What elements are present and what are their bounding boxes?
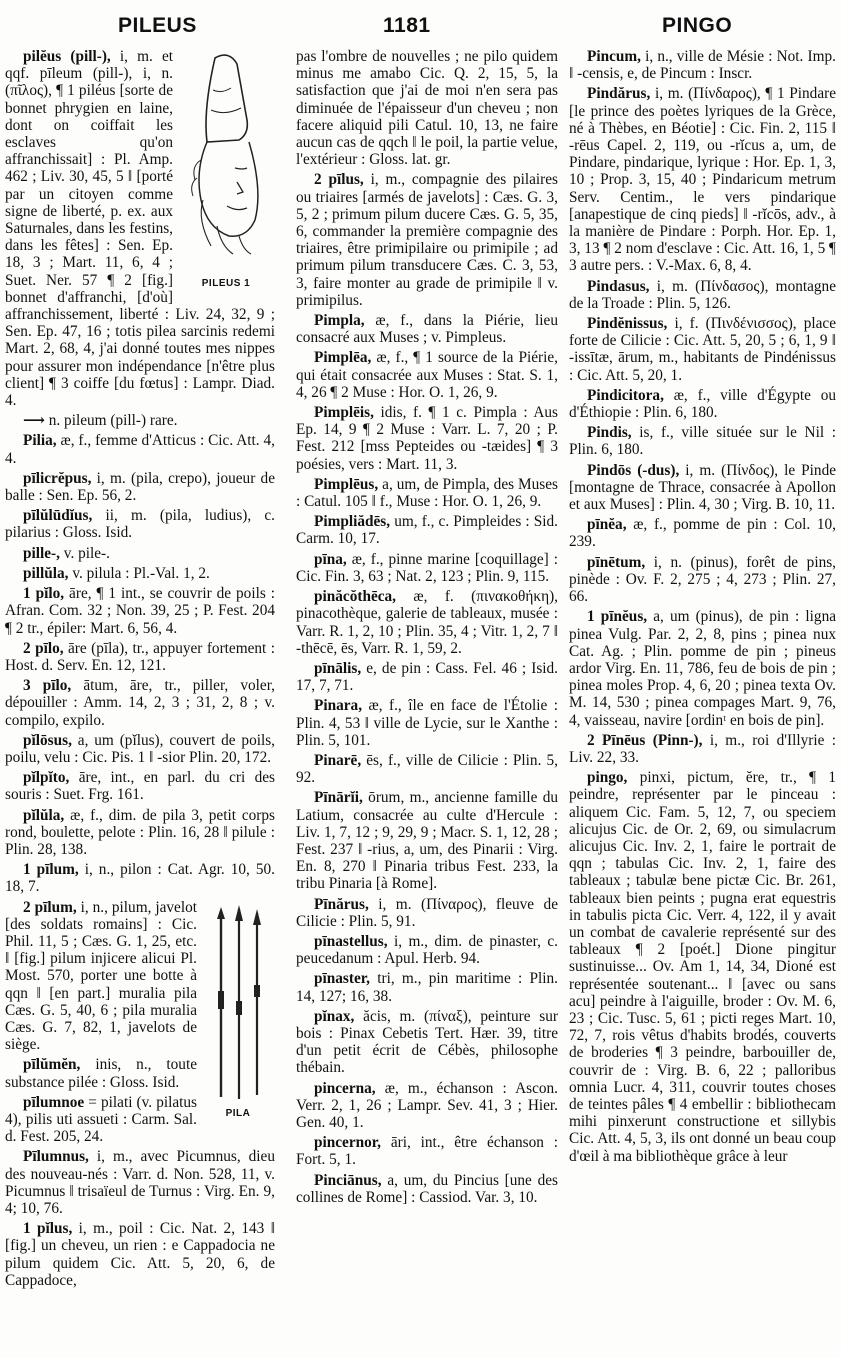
dictionary-entry bbox=[569, 608, 836, 728]
entry-headword: Pindis, bbox=[587, 424, 632, 442]
entry-definition: i, f. (Πινδένισσος), place forte de Cilicie : Cic. Att. 5, 20, 5 ; 6, 1, 9 ‖ -issītæ, ārum, m., habitants de Pindénissus : Cic. Att. 5, 20, 1. bbox=[569, 315, 836, 384]
entry-headword: 2 pīlus, bbox=[314, 171, 364, 189]
entry-definition: i, m., avec Picumnus, dieu des nouveau-nés : Varr. d. Non. 528, 11, v. Picumnus ‖ trisaïeul de Turnus : Virg. En. 9, 4; 10, 76. bbox=[5, 1148, 275, 1217]
entry-definition: i, m. (pila, crepo), joueur de balle : Sen. Ep. 56, 2. bbox=[5, 469, 275, 505]
entry-definition: i, m. et qqf. pīleum (pill-), i, n. (πῖλος), ¶ 1 piléus [sorte de bonnet phrygien en laine, dont on coiffait les esclaves qu'on affranchissait] : Pl. Amp. 462 ; Liv. 30, 45, 5 ‖ [porté par un citoyen comme signe de liberté, p. ex. aux Saturnales, dans les festins, dans les fêtes] : Sen. Ep. 18, 3 ; Mart. 11, 6, 4 ; Suet. Ner. 57 ¶ 2 [fig.] bonnet d'affranchi, [d'où] affranchissement, liberté : Liv. 24, 32, 9 ; Sen. Ep. 47, 16 ; totis pilea sarcinis redemi Mart. 2, 68, 4, j'ai donné toutes mes nippes pour assurer mon indépendance [n'être plus client] ¶ 3 coiffe [du fœtus] : Lampr. Diad. 4. bbox=[5, 48, 275, 410]
entry-headword: 1 pĭlo, bbox=[23, 585, 65, 603]
dictionary-entry bbox=[296, 789, 558, 892]
dictionary-entry bbox=[5, 1220, 275, 1289]
entry-definition: = pilati (v. pilatus 4), pilis uti assueti : Carm. Sal. d. Fest. 205, 24. bbox=[5, 1093, 197, 1146]
entry-definition: ii, m. (pila, ludius), c. pilarius : Gloss. Isid. bbox=[5, 507, 275, 542]
entry-headword: 2 pīlo, bbox=[23, 639, 64, 657]
dictionary-entry bbox=[5, 677, 275, 729]
entry-definition: æ, f., pomme de pin : Col. 10, 239. bbox=[569, 516, 836, 551]
entry-headword: pinăcŏthēca, bbox=[314, 588, 397, 606]
header-left-guide-word: PILEUS bbox=[118, 14, 197, 37]
dictionary-entry bbox=[569, 462, 836, 514]
entry-headword: Pīlumnus, bbox=[23, 1148, 89, 1166]
entry-definition: āre, int., en parl. du cri des souris : Suet. Frg. 161. bbox=[5, 769, 275, 804]
entry-headword: Pindărus, bbox=[587, 85, 651, 103]
entry-headword: pīlicrĕpus, bbox=[23, 469, 92, 487]
entry-definition: i, m., poil : Cic. Nat. 2, 143 ‖ [fig.] un cheveu, un rien : e Cappadocia ne pilum quidem Cic. Att. 5, 20, 6, de Cappadoce, bbox=[5, 1220, 275, 1289]
entry-headword: Pimpliădēs, bbox=[314, 513, 391, 531]
entry-headword: 1 pĭlus, bbox=[23, 1220, 73, 1238]
entry-headword: Pimplēis, bbox=[314, 404, 374, 422]
entry-headword: Pindasus, bbox=[587, 277, 650, 295]
entry-definition: tri, m., pin maritime : Plin. 14, 127; 16, 38. bbox=[296, 970, 558, 1005]
entry-definition: a, um (pĭlus), couvert de poils, poilu, velu : Cic. Pis. 1 ‖ -sior Plin. 20, 172. bbox=[5, 731, 275, 766]
entry-definition: idis, f. ¶ 1 c. Pimpla : Aus Ep. 14, 9 ¶ 2 Muse : Varr. L. 7, 20 ; P. Fest. 212 [mss Pepteides ou -tæides] ¶ 3 poésies, vers : Mart. 11, 3. bbox=[296, 404, 558, 473]
dictionary-entry bbox=[5, 432, 275, 466]
entry-headword: pīlumnoe bbox=[23, 1093, 85, 1111]
entry-headword: pincerna, bbox=[314, 1079, 376, 1097]
entry-headword: pillŭla, bbox=[23, 564, 69, 582]
dictionary-entry bbox=[296, 171, 558, 309]
dictionary-entry bbox=[569, 554, 836, 606]
entry-definition: a, um (pinus), de pin : ligna pinea Vulg. Par. 2, 2, 8, pins ; pinea nux Cat. Ag. ; Plin. pomme de pin ; pineus ardor Virg. En. 11, 786, feu de bois de pin ; pinea moles Prop. 4, 6, 20 ; pinea texta Ov. M. 14, 530 ; pinea compages Mart. 9, 76, 4, vaisseau, navire [ordinᵗ en bois de pin]. bbox=[569, 608, 836, 729]
dictionary-entry bbox=[296, 1008, 558, 1077]
entry-headword: 1 pīlum, bbox=[23, 861, 79, 879]
entry-list-middle bbox=[296, 48, 558, 1206]
dictionary-entry bbox=[296, 1134, 558, 1168]
entry-definition: æ, f., pinne marine [coquillage] : Cic. Fin. 3, 63 ; Nat. 2, 123 ; Plin. 9, 115. bbox=[296, 550, 558, 585]
entry-definition: æ, f., dim. de pila 3, petit corps rond, boulette, pelote : Plin. 16, 28 ‖ pilule : Plin. 28, 138. bbox=[5, 806, 275, 858]
entry-headword: 2 Pīnēus (Pinn-), bbox=[587, 731, 703, 749]
entry-definition: æ, f., dans la Piérie, lieu consacré aux Muses ; v. Pimpleus. bbox=[296, 312, 558, 347]
dictionary-entry bbox=[296, 970, 558, 1004]
entry-headword: pĭnax, bbox=[314, 1007, 355, 1025]
dictionary-entry bbox=[296, 312, 558, 346]
dictionary-entry bbox=[296, 933, 558, 967]
entry-definition: āre (pīla), tr., appuyer fortement : Host. d. Serv. En. 12, 121. bbox=[5, 639, 275, 674]
column-middle bbox=[296, 48, 558, 1353]
entry-definition: æ, f., île en face de l'Étolie : Plin. 4, 53 ‖ ville de Lycie, sur le Xanthe : Plin. 5, 101. bbox=[296, 697, 558, 749]
dictionary-entry bbox=[5, 507, 275, 541]
pila-illustration bbox=[201, 905, 275, 1122]
entry-definition: a, um, du Pincius [une des collines de Rome] : Cassiod. Var. 3, 10. bbox=[296, 1171, 558, 1206]
entry-definition: i, n., pilum, javelot [des soldats romains] : Cic. Phil. 11, 5 ; Cæs. G. 1, 25, etc. ‖ [fig.] pilum injicere alicui Pl. Most. 570, porter une botte à qqn ‖ [en part.] muralia pila Cæs. G. 5, 40, 6 ; pila muralia Cæs. G. 7, 82, 1, javelots de siège. bbox=[5, 898, 197, 1054]
entry-headword: pīnaster, bbox=[314, 970, 370, 988]
entry-headword: Pindĕnissus, bbox=[587, 315, 668, 333]
dictionary-entry bbox=[5, 545, 275, 562]
entry-definition: æ, m., échanson : Ascon. Verr. 2, 1, 26 ; Lampr. Sev. 41, 3 ; Hier. Gen. 40, 1. bbox=[296, 1079, 558, 1131]
dictionary-entry bbox=[5, 412, 275, 429]
entry-definition: i, m. (Πίνδασος), montagne de la Troade : Plin. 5, 126. bbox=[569, 277, 836, 312]
entry-headword: Pindicitora, bbox=[587, 386, 664, 404]
page-number: 1181 bbox=[383, 14, 431, 37]
entry-definition: ōrum, m., ancienne famille du Latium, consacrée au culte d'Hercule : Liv. 1, 7, 12 ; 9, 29, 9 ; Macr. S. 1, 12, 28 ; Fest. 237 ‖ -rius, a, um, des Pinarii : Virg. En. 8, 270 ‖ Pinaria tribus Fest. 233, la tribu Pinaria [à Rome]. bbox=[296, 789, 558, 893]
pileus-figure-caption: PILEUS 1 bbox=[201, 278, 251, 289]
entry-definition: āre, ¶ 1 int., se couvrir de poils : Afran. Com. 32 ; Non. 39, 25 ; P. Fest. 204 ¶ 2 tr., épiler: Mart. 6, 56, 4. bbox=[5, 585, 275, 637]
entry-headword: pĭlpĭto, bbox=[23, 769, 70, 787]
dictionary-entry bbox=[569, 315, 836, 384]
dictionary-entry bbox=[5, 585, 275, 637]
entry-definition: n. pileum (pill-) rare. bbox=[44, 412, 178, 430]
dictionary-entry bbox=[296, 349, 558, 401]
entry-definition: ātum, āre, tr., piller, voler, dépouiller : Amm. 14, 2, 3 ; 31, 2, 8 ; v. compilo, expilo. bbox=[5, 677, 275, 729]
entry-definition: pas l'ombre de nouvelles ; ne pilo quidem minus me amabo Cic. Q. 2, 15, 5, la satisfaction que j'ai de moi n'en sera pas diminuée de l'épaisseur d'un cheveu ; non facere aliquid pili Catul. 10, 13, ne faire aucun cas de qqch ‖ le poil, la partie velue, l'extérieur : Gloss. lat. gr. bbox=[296, 48, 558, 169]
entry-headword: Pīnărus, bbox=[314, 895, 369, 913]
entry-headword: Pinarē, bbox=[314, 751, 362, 769]
dictionary-entry bbox=[5, 470, 275, 504]
entry-headword: pīlŭmĕn, bbox=[23, 1056, 81, 1074]
entry-headword: Pilia, bbox=[23, 432, 57, 450]
entry-definition: um, f., c. Pimpleides : Sid. Carm. 10, 17. bbox=[296, 513, 558, 548]
entry-definition: i, m. (Πίνδος), le Pinde [montagne de Thrace, consacrée à Apollon et aux Muses] : Plin. 4, 30 ; Virg. B. 10, 11. bbox=[569, 461, 836, 514]
dictionary-entry bbox=[296, 697, 558, 749]
dictionary-entry bbox=[569, 516, 836, 550]
pila-figure-caption: PILA bbox=[225, 1107, 251, 1119]
entry-definition: v. pile-. bbox=[59, 544, 110, 562]
entry-definition: i, m., dim. de pinaster, c. peucedanum : Apul. Herb. 94. bbox=[296, 932, 558, 968]
entry-headword: pīnĕa, bbox=[587, 516, 627, 534]
dictionary-entry bbox=[5, 807, 275, 859]
entry-headword: pīnālis, bbox=[314, 659, 362, 677]
page-header bbox=[0, 14, 841, 42]
entry-headword: Pimplēa, bbox=[314, 349, 372, 367]
entry-list-right bbox=[569, 48, 836, 1165]
entry-definition: æ, f., ¶ 1 source de la Piérie, qui était consacrée aux Muses : Stat. S. 1, 4, 26 ¶ 2 Muse : Hor. O. 1, 26, 9. bbox=[296, 349, 558, 401]
dictionary-entry bbox=[5, 1148, 275, 1217]
entry-definition: is, f., ville située sur le Nil : Plin. 6, 180. bbox=[569, 424, 836, 459]
dictionary-entry bbox=[5, 565, 275, 582]
entry-definition: ēs, f., ville de Cilicie : Plin. 5, 92. bbox=[296, 751, 558, 787]
entry-headword: pīnastellus, bbox=[314, 932, 388, 950]
entry-definition: pinxi, pictum, ĕre, tr., ¶ 1 peindre, représenter par le pinceau : aliquem Cic. Fam. 5, 12, 7, ou speciem alicujus Cic. de Or. 2, 69, ou simulacrum alicujus Cic. Inv. 2, 1, faire le portrait de qqn ; tabulas Cic. Inv. 2, 1, faire des tableaux ; tabulæ bene pictæ Cic. Br. 261, tableaux bien peints ; pugna erat equestris in tabulis picta Cic. Verr. 4, 122, il y avait un combat de cavalerie représenté sur des tableaux ¶ 2 [poét.] Dione pingitur sustinuisse... Ov. Am 1, 14, 34, Dioné est représentée soutenant... ‖ [avec ou sans acu] peindre à l'aiguille, broder : Ov. M. 6, 23 ; Cic. Tusc. 5, 61 ; picti reges Mart. 10, 72, 7, rois vêtus d'habits brodés, couverts de broderies ¶ 3 peindre, barbouiller de, couvrir de : Virg. B. 6, 22 ; palloribus omnia Lucr. 4, 311, couvrir toutes choses de teintes pâles ¶ 4 embellir : bibliothecam mihi pinxerunt constructione et sillybis Cic. Att. 4, 5, 3, ils ont donné un beau coup d'œil à ma bibliothèque grâce à leur bbox=[569, 769, 836, 1165]
dictionary-entry bbox=[5, 732, 275, 766]
pileus-illustration bbox=[177, 50, 275, 292]
dictionary-entry bbox=[296, 513, 558, 547]
dictionary-entry bbox=[5, 640, 275, 674]
column-right bbox=[569, 48, 836, 1353]
dictionary-entry bbox=[296, 896, 558, 930]
entry-definition: i, n., ville de Mésie : Not. Imp. ‖ -censis, e, de Pincum : Inscr. bbox=[569, 48, 836, 83]
entry-headword: pincernor, bbox=[314, 1134, 381, 1152]
entry-headword: pĭlŭla, bbox=[23, 806, 65, 824]
dictionary-entry bbox=[296, 588, 558, 657]
entry-headword: Pimplēus, bbox=[314, 475, 379, 493]
dictionary-entry bbox=[296, 48, 558, 168]
dictionary-entry bbox=[569, 85, 836, 274]
dictionary-entry bbox=[296, 1172, 558, 1206]
dictionary-entry bbox=[569, 769, 836, 1165]
entry-headword: Pindōs (-dus), bbox=[587, 461, 680, 479]
entry-definition: i, n. (pinus), forêt de pins, pinède : Ov. F. 2, 275 ; 4, 273 ; Plin. 27, 66. bbox=[569, 553, 836, 606]
entry-definition: i, m. (Πίναρος), fleuve de Cilicie : Plin. 5, 91. bbox=[296, 895, 558, 930]
dictionary-entry bbox=[296, 1080, 558, 1132]
entry-headword: pingo, bbox=[587, 769, 628, 787]
entry-definition: æ, f., ville d'Égypte ou d'Éthiopie : Plin. 6, 180. bbox=[569, 386, 836, 422]
column-left bbox=[5, 48, 275, 1353]
pileus-head-drawing bbox=[177, 50, 275, 275]
entry-definition: inis, n., toute substance pilée : Gloss. Isid. bbox=[5, 1056, 197, 1091]
pila-javelins-drawing bbox=[201, 905, 275, 1105]
entry-definition: e, de pin : Cass. Fel. 46 ; Isid. 17, 7, 71. bbox=[296, 659, 558, 695]
dictionary-entry bbox=[569, 278, 836, 312]
entry-definition: i, m., compagnie des pilaires ou triaires [armés de javelots] : Cæs. G. 3, 5, 2 ; primum pilum ducere Cæs. G. 5, 35, 6, commander la première compagnie des triaires, être primipilaire ou primipile ; ad primum pilum transducere Cæs. C. 3, 53, 3, faire monter au grade de primipile ‖ v. primipilus. bbox=[296, 171, 558, 309]
dictionary-entry bbox=[5, 769, 275, 803]
entry-headword: 3 pīlo, bbox=[23, 677, 72, 695]
entry-definition: a, um, de Pimpla, des Muses : Catul. 105 ‖ f., Muse : Hor. O. 1, 26, 9. bbox=[296, 475, 558, 511]
entry-definition: i, n., pilon : Cat. Agr. 10, 50. 18, 7. bbox=[5, 861, 275, 896]
dictionary-entry bbox=[296, 476, 558, 510]
dictionary-entry bbox=[296, 752, 558, 786]
entry-headword: pilĕus (pill-), bbox=[23, 48, 111, 65]
entry-headword: Pīnārĭi, bbox=[314, 789, 363, 807]
entry-definition: i, m. (Πίνδαρος), ¶ 1 Pindare [le prince des poètes lyriques de la Grèce, né à Thèbes, en Béotie] : Cic. Fin. 2, 115 ‖ -rēus Capel. 2, 119, ou -rĭcus a, um, de Pindare, pindarique, lyrique : Hor. Ep. 1, 3, 10 ; Prop. 3, 15, 40 ; Pindaricum metrum Serv. Centim., le vers pindarique [anapestique de cinq pieds] ‖ -rĭcōs, adv., à la manière de Pindare : Porph. Hor. Ep. 1, 3, 13 ¶ 2 nom d'esclave : Cic. Att. 16, 1, 5 ¶ 3 autre pers. : V.-Max. 6, 8, 4. bbox=[569, 85, 836, 275]
entry-headword: 2 pīlum, bbox=[23, 898, 77, 916]
dictionary-entry bbox=[5, 861, 275, 895]
entry-definition: v. pilula : Pl.-Val. 1, 2. bbox=[68, 564, 210, 582]
dictionary-entry bbox=[569, 48, 836, 82]
dictionary-entry bbox=[296, 404, 558, 473]
dictionary-entry bbox=[569, 732, 836, 766]
dictionary-entry bbox=[569, 424, 836, 458]
dictionary-entry bbox=[569, 387, 836, 421]
entry-headword: Pincum, bbox=[587, 48, 641, 65]
entry-headword: pīlŭlūdĭus, bbox=[23, 507, 93, 525]
entry-headword: pīna, bbox=[314, 550, 347, 568]
entry-definition: āri, int., être échanson : Fort. 5, 1. bbox=[296, 1134, 558, 1169]
entry-headword: pīnētum, bbox=[587, 553, 646, 571]
entry-definition: æ, f. (πινακοθήκη), pinacothèque, galerie de tableaux, musée : Varr. R. 1, 2, 10 ; Plin. 35, 4 ; Vitr. 1, 2, 7 ‖ -thēcē, ēs, Varr. R. 1, 59, 2. bbox=[296, 588, 558, 657]
entry-definition: ăcis, m. (πίναξ), peinture sur bois : Pinax Cebetis Tert. Hær. 39, titre d'un petit écrit de Cébès, philosophe thébain. bbox=[296, 1007, 558, 1077]
entry-headword: Pinara, bbox=[314, 697, 363, 715]
entry-definition: i, m., roi d'Illyrie : Liv. 22, 33. bbox=[569, 731, 836, 766]
dictionary-entry bbox=[296, 551, 558, 585]
entry-headword: Pimpla, bbox=[314, 312, 365, 330]
entry-headword: 1 pīnĕus, bbox=[587, 608, 648, 626]
entry-headword: Pinciānus, bbox=[314, 1171, 382, 1189]
header-right-guide-word: PINGO bbox=[662, 14, 733, 37]
entry-headword: pille-, bbox=[23, 544, 60, 562]
entry-headword: ⟶ bbox=[23, 412, 45, 430]
entry-headword: pĭlōsus, bbox=[23, 731, 72, 749]
dictionary-entry bbox=[296, 660, 558, 694]
entry-definition: æ, f., femme d'Atticus : Cic. Att. 4, 4. bbox=[5, 432, 275, 467]
